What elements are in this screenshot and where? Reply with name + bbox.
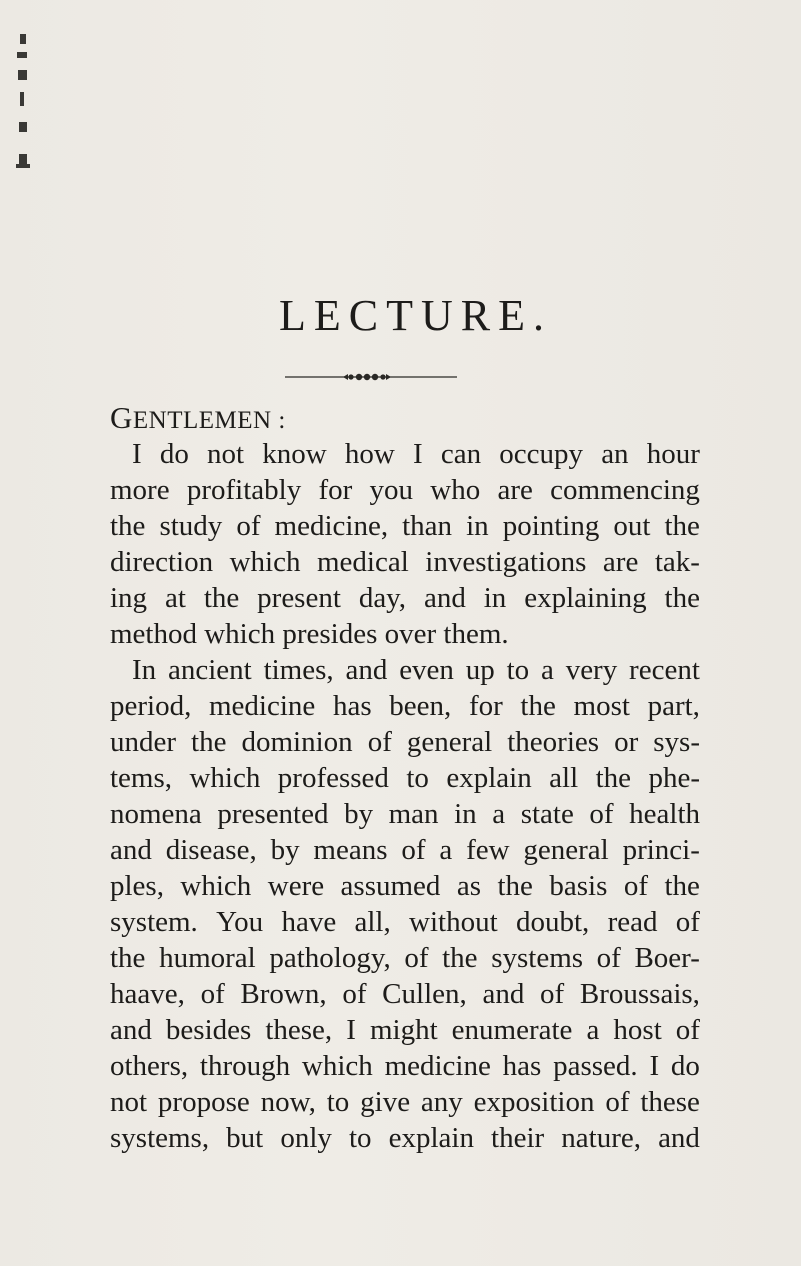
text-word: systems, xyxy=(110,1122,210,1154)
text-word: know xyxy=(262,438,327,470)
text-word: any xyxy=(420,1086,463,1118)
text-word: tems, xyxy=(110,762,173,794)
text-word: Boer- xyxy=(634,942,700,974)
text-word: of xyxy=(342,978,367,1010)
text-word: passed. xyxy=(553,1050,638,1082)
text-word: medicine xyxy=(384,1050,491,1082)
text-word: by xyxy=(344,798,374,830)
text-word: and xyxy=(110,834,152,866)
text-word: which xyxy=(229,546,301,578)
text-word: means xyxy=(313,834,388,866)
text-word: out xyxy=(613,510,651,542)
margin-stamp-marks xyxy=(12,30,42,190)
text-word: to xyxy=(326,1086,350,1118)
text-word: to xyxy=(348,1122,372,1154)
text-word: very xyxy=(565,654,618,686)
text-word: of xyxy=(401,834,426,866)
text-word: the xyxy=(191,726,227,758)
text-line xyxy=(110,904,700,940)
text-word: pathology, xyxy=(269,942,391,974)
text-word: has xyxy=(332,690,372,722)
text-word: In xyxy=(132,654,157,686)
text-word: enumerate xyxy=(451,1014,573,1046)
text-word: I xyxy=(132,438,142,470)
text-word: and xyxy=(423,582,466,614)
text-word: hour xyxy=(646,438,700,470)
text-line xyxy=(110,760,700,796)
text-word: at xyxy=(164,582,186,614)
text-word: general xyxy=(523,834,609,866)
text-word: for xyxy=(318,474,353,506)
text-word: Brown, xyxy=(240,978,327,1010)
text-word: their xyxy=(491,1122,545,1154)
text-word: these, xyxy=(265,1014,333,1046)
text-word: an xyxy=(601,438,629,470)
text-line xyxy=(110,868,700,904)
text-word: do xyxy=(670,1050,700,1082)
text-word: which xyxy=(189,762,261,794)
text-word: host xyxy=(613,1014,662,1046)
text-word: under xyxy=(110,726,177,758)
text-word: I xyxy=(413,438,423,470)
text-word: dominion xyxy=(241,726,353,758)
text-word: professed xyxy=(277,762,389,794)
text-word: theories xyxy=(507,726,600,758)
text-word: ing xyxy=(110,582,148,614)
text-line xyxy=(110,796,700,832)
text-line xyxy=(110,508,700,544)
text-line xyxy=(110,724,700,760)
page-title: LECTURE. xyxy=(279,291,552,340)
text-word: study xyxy=(159,510,223,542)
text-word: were xyxy=(267,870,325,902)
text-line xyxy=(110,688,700,724)
text-line xyxy=(110,1120,700,1156)
text-line xyxy=(110,652,700,688)
text-word: might xyxy=(369,1014,438,1046)
text-word: only xyxy=(280,1122,332,1154)
text-word: for xyxy=(468,690,503,722)
salutation-initial: G xyxy=(110,400,133,435)
text-word: of xyxy=(540,978,565,1010)
text-word: nomena xyxy=(110,798,202,830)
text-word: been, xyxy=(389,690,452,722)
text-word: You xyxy=(216,906,264,938)
text-word: explain xyxy=(446,762,532,794)
text-word: princi- xyxy=(622,834,700,866)
text-word: the xyxy=(203,582,240,614)
text-word: most xyxy=(573,690,630,722)
text-word: a xyxy=(492,798,506,830)
text-word: besides xyxy=(165,1014,252,1046)
text-word: of xyxy=(605,1086,630,1118)
text-word: system. xyxy=(110,906,198,938)
text-word: the xyxy=(664,870,700,902)
text-word: medical xyxy=(316,546,409,578)
text-word: I xyxy=(346,1014,356,1046)
text-word: commencing xyxy=(550,474,700,506)
text-word: Broussais, xyxy=(579,978,700,1010)
text-word: more xyxy=(110,474,170,506)
text-word: systems xyxy=(491,942,584,974)
text-word: are xyxy=(497,474,533,506)
text-word: without xyxy=(409,906,498,938)
text-word: by xyxy=(270,834,300,866)
text-word: and xyxy=(345,654,388,686)
text-word: through xyxy=(199,1050,291,1082)
text-word: of xyxy=(675,1014,700,1046)
text-line xyxy=(110,832,700,868)
text-word: state xyxy=(520,798,574,830)
text-line: method which presides over them. xyxy=(110,618,509,650)
text-word: in xyxy=(454,798,477,830)
text-word: all xyxy=(549,762,579,794)
text-word: present xyxy=(257,582,341,614)
text-word: I xyxy=(649,1050,660,1082)
text-word: humoral xyxy=(159,942,256,974)
text-word: a xyxy=(586,1014,600,1046)
text-word: tak- xyxy=(654,546,700,578)
text-word: basis xyxy=(549,870,608,902)
text-word: disease, xyxy=(165,834,257,866)
text-word: health xyxy=(629,798,700,830)
text-word: and xyxy=(658,1122,700,1154)
text-word: of xyxy=(367,726,392,758)
text-word: these xyxy=(640,1086,700,1118)
text-word: who xyxy=(430,474,481,506)
text-word: have xyxy=(281,906,337,938)
text-line xyxy=(110,976,700,1012)
text-word: direction xyxy=(110,546,214,578)
text-word: the xyxy=(595,762,632,794)
text-word: or xyxy=(614,726,639,758)
text-word: give xyxy=(360,1086,411,1118)
text-word: even xyxy=(399,654,454,686)
text-line xyxy=(110,544,700,580)
text-word: explain xyxy=(388,1122,474,1154)
text-word: part, xyxy=(647,690,700,722)
text-word: day, xyxy=(358,582,407,614)
text-word: in xyxy=(466,510,489,542)
text-word: exposition xyxy=(473,1086,595,1118)
text-line xyxy=(110,472,700,508)
text-line xyxy=(110,940,700,976)
text-word: a xyxy=(540,654,554,686)
text-line xyxy=(110,580,700,616)
text-word: not xyxy=(110,1086,148,1118)
text-word: you xyxy=(369,474,414,506)
body-text xyxy=(110,436,700,1156)
text-word: occupy xyxy=(499,438,584,470)
text-word: of xyxy=(596,942,621,974)
text-word: which xyxy=(180,870,252,902)
text-word: propose xyxy=(157,1086,250,1118)
text-word: the xyxy=(664,510,700,542)
text-word: ancient xyxy=(168,654,252,686)
text-word: than xyxy=(402,510,453,542)
text-word: general xyxy=(406,726,493,758)
text-word: read xyxy=(607,906,658,938)
text-word: few xyxy=(466,834,510,866)
text-word: to xyxy=(506,654,530,686)
text-word: of xyxy=(200,978,225,1010)
text-line xyxy=(110,1084,700,1120)
text-word: of xyxy=(404,942,429,974)
text-word: up xyxy=(465,654,495,686)
text-word: the xyxy=(110,942,146,974)
text-word: in xyxy=(483,582,507,614)
text-word: medicine, xyxy=(274,510,389,542)
text-word: and xyxy=(482,978,525,1010)
text-word: can xyxy=(440,438,482,470)
text-word: are xyxy=(602,546,639,578)
text-word: has xyxy=(502,1050,542,1082)
text-word: period, xyxy=(110,690,192,722)
text-word: phe- xyxy=(648,762,700,794)
text-word: pointing xyxy=(502,510,600,542)
text-word: the xyxy=(664,582,700,614)
text-word: ples, xyxy=(110,870,164,902)
text-word: and xyxy=(110,1014,152,1046)
text-word: now, xyxy=(260,1086,316,1118)
text-word: as xyxy=(456,870,482,902)
text-word: Cullen, xyxy=(382,978,467,1010)
text-word: haave, xyxy=(110,978,185,1010)
text-word: the xyxy=(520,690,556,722)
text-line xyxy=(110,1012,700,1048)
text-word: a xyxy=(439,834,453,866)
text-word: explaining xyxy=(524,582,647,614)
text-word: do xyxy=(159,438,189,470)
text-word: of xyxy=(675,906,700,938)
text-word: man xyxy=(388,798,439,830)
text-word: of xyxy=(589,798,614,830)
text-word: investigations xyxy=(425,546,587,578)
text-word: how xyxy=(344,438,395,470)
salutation-rest: ENTLEMEN : xyxy=(132,407,286,434)
text-word: to xyxy=(406,762,429,794)
text-word: but xyxy=(226,1122,264,1154)
text-word: all, xyxy=(354,906,391,938)
text-word: of xyxy=(623,870,649,902)
text-word: nature, xyxy=(561,1122,641,1154)
text-word: sys- xyxy=(653,726,700,758)
text-word: recent xyxy=(629,654,700,686)
text-line xyxy=(110,436,700,472)
text-word: assumed xyxy=(340,870,441,902)
text-word: others, xyxy=(110,1050,189,1082)
text-word: times, xyxy=(263,654,334,686)
text-word: medicine xyxy=(209,690,316,722)
salutation xyxy=(110,400,286,436)
text-word: profitably xyxy=(186,474,302,506)
text-word: not xyxy=(207,438,245,470)
text-line xyxy=(110,1048,700,1084)
text-word: presented xyxy=(217,798,329,830)
text-word: doubt, xyxy=(515,906,590,938)
ornament-divider xyxy=(285,372,457,382)
text-word: the xyxy=(442,942,478,974)
text-word: which xyxy=(301,1050,373,1082)
text-word: the xyxy=(497,870,533,902)
text-word: the xyxy=(110,510,146,542)
text-word: of xyxy=(236,510,261,542)
